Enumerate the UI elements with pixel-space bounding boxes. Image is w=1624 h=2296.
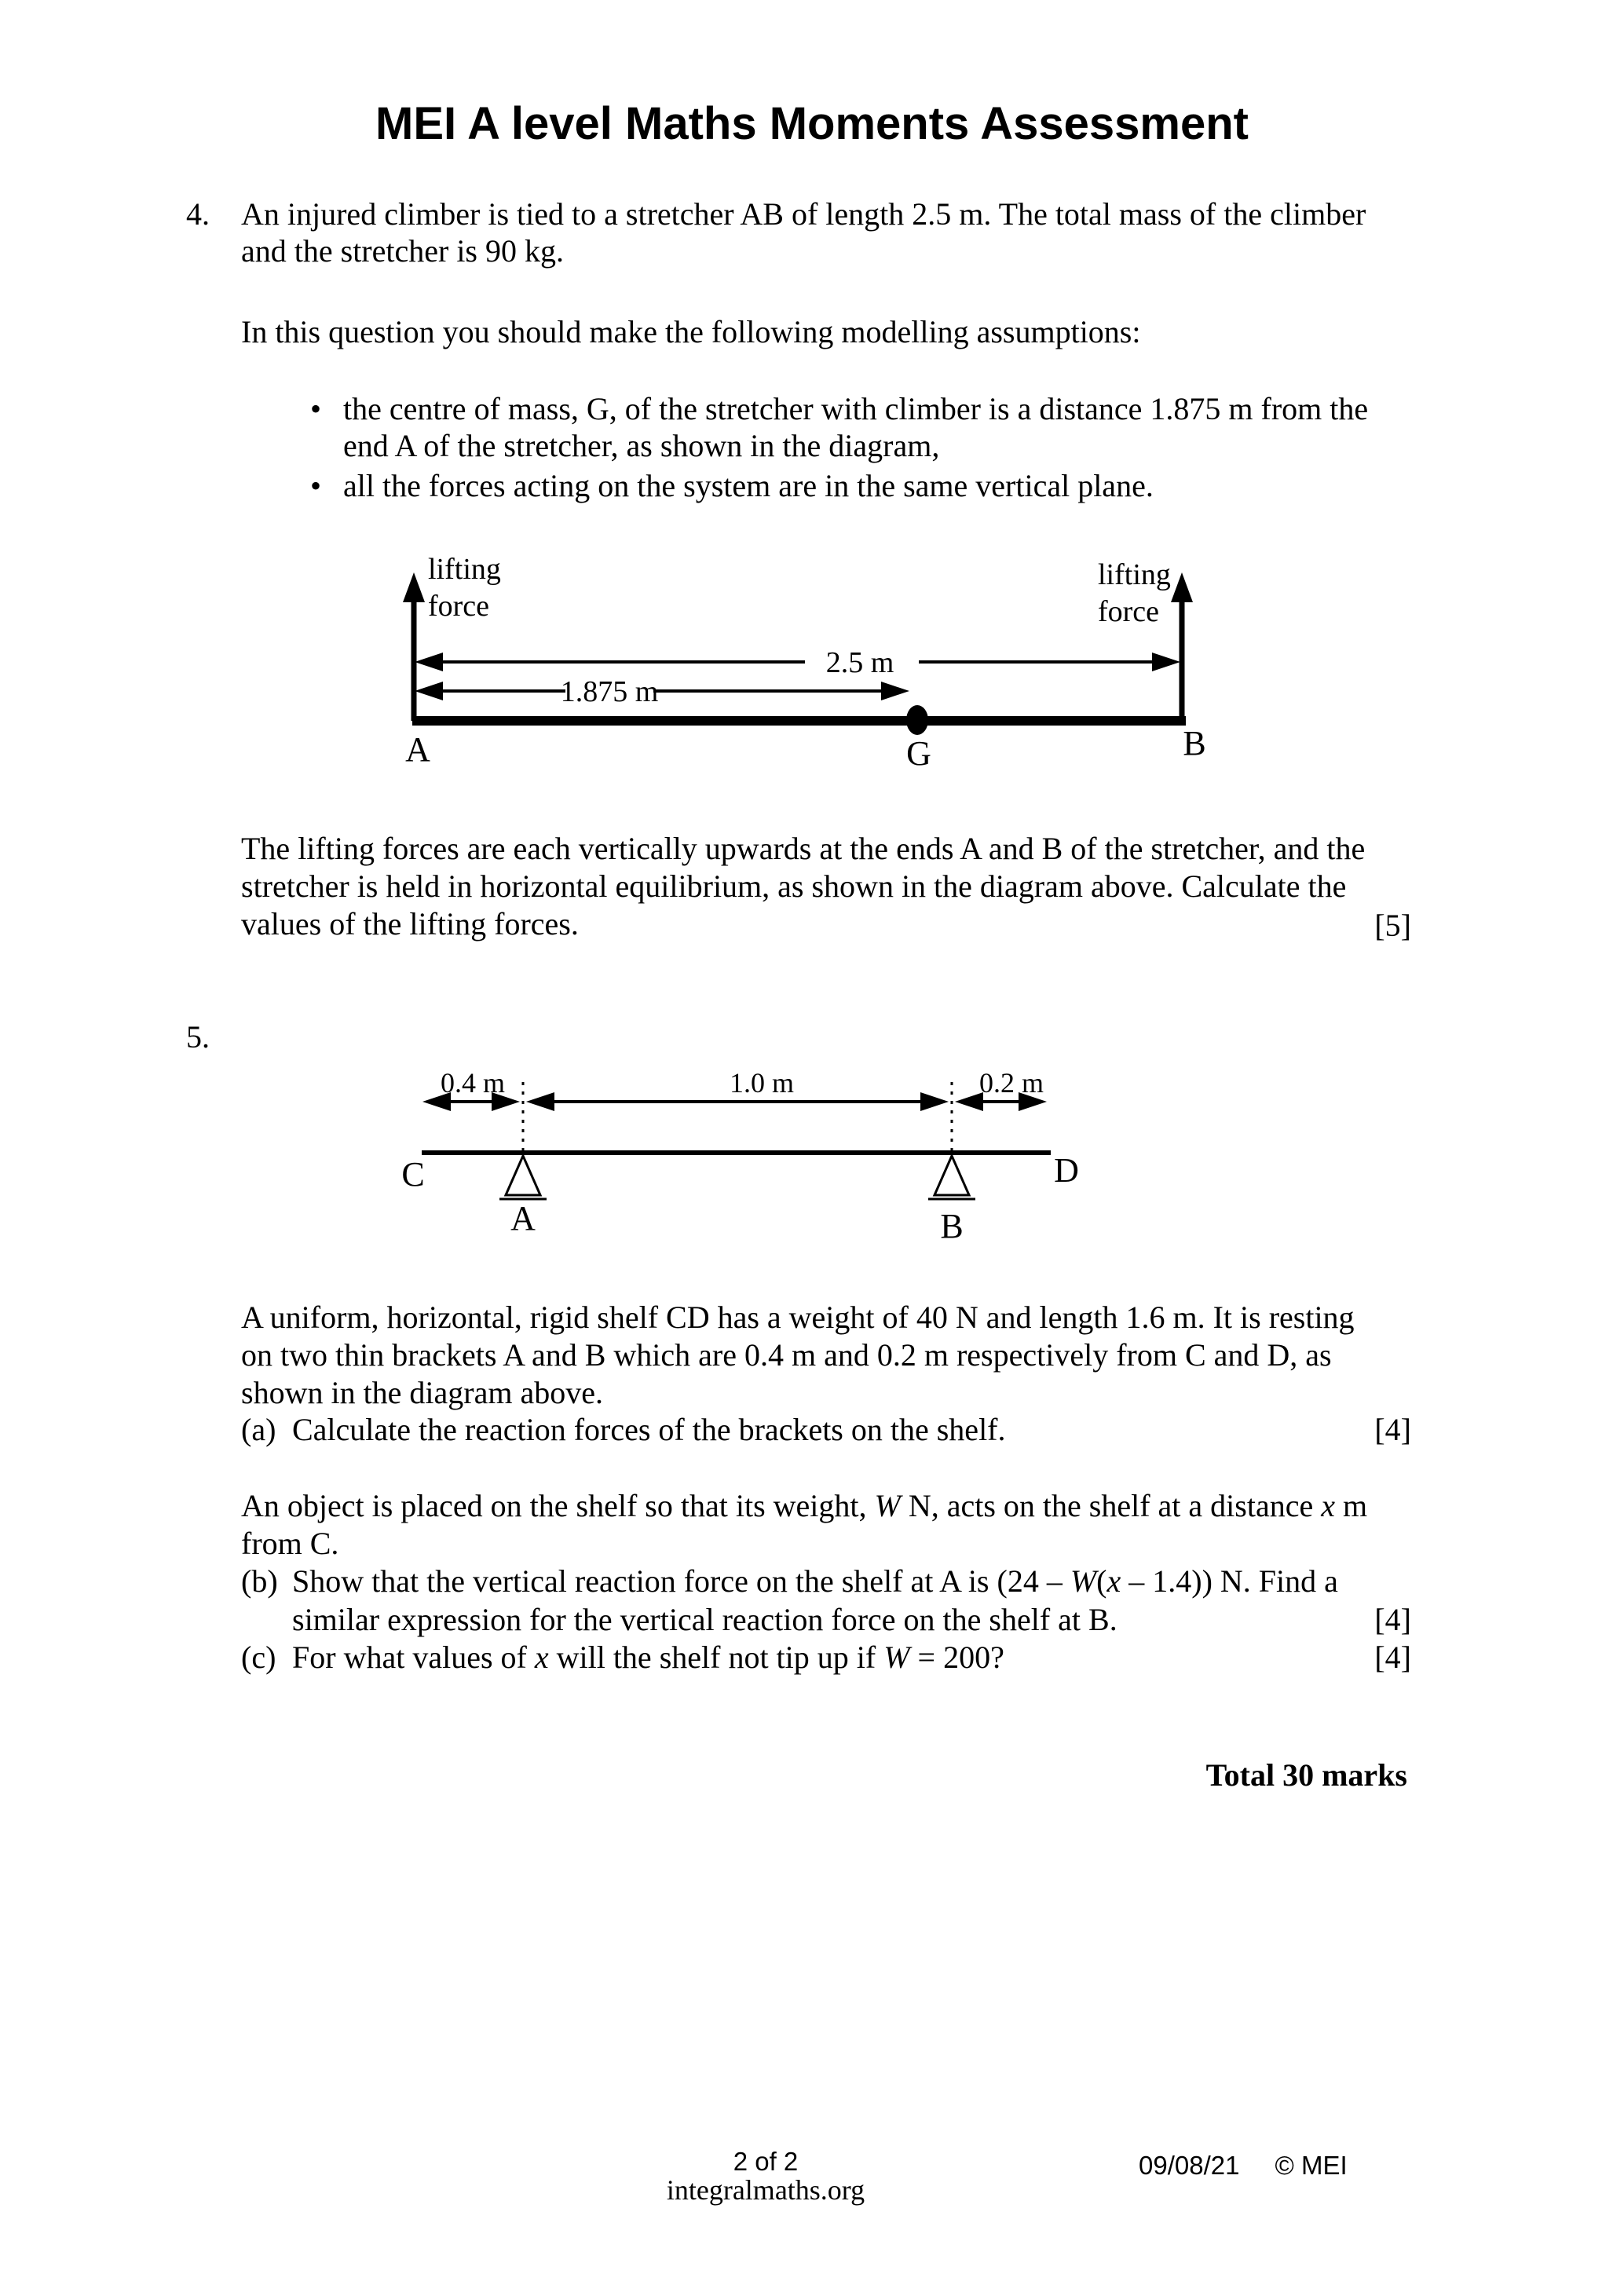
bullet-icon: • — [310, 468, 322, 503]
question-5-intro-line: on two thin brackets A and B which are 0.4 m and 0.2 m respectively from C and D, as — [241, 1337, 1332, 1373]
question-4-number: 4. — [186, 196, 210, 232]
part-a-label: (a) — [241, 1412, 276, 1447]
page-number: 2 of 2 — [733, 2147, 799, 2176]
point-label-bracket-b: B — [940, 1207, 964, 1245]
dimension-1-875m-label: 1.875 m — [560, 675, 659, 708]
object-paragraph-line: An object is placed on the shelf so that its weight, W N, acts on the shelf at a distance x m — [241, 1488, 1368, 1523]
dimension-1-875m — [415, 675, 909, 708]
question-4-task-line: values of the lifting forces. — [241, 906, 579, 941]
question-5-part-b — [241, 1563, 1338, 1600]
site-name: integralmaths.org — [666, 2174, 865, 2206]
part-c-label: (c) — [241, 1640, 276, 1675]
point-label-c: C — [401, 1155, 425, 1194]
bullet-1-line: the centre of mass, G, of the stretcher with climber is a distance 1.875 m from the — [343, 391, 1369, 426]
part-c-marks: [4] — [1374, 1640, 1411, 1675]
part-a-marks: [4] — [1374, 1412, 1411, 1447]
footer-left — [644, 2148, 887, 2205]
bracket-b-support — [928, 1156, 975, 1199]
point-label-bracket-a: A — [510, 1199, 536, 1238]
question-5-number: 5. — [186, 1019, 210, 1055]
question-5-part-a — [241, 1411, 1006, 1448]
question-4-task-line: The lifting forces are each vertically upwards at the ends A and B of the stretcher, and the — [241, 831, 1366, 866]
part-c-text: For what values of x will the shelf not tip up if W = 200? — [292, 1640, 1004, 1675]
question-4-intro — [241, 196, 1366, 269]
lifting-force-label-right: lifting — [1098, 558, 1171, 591]
stretcher-diagram — [377, 546, 1256, 789]
page-title: MEI A level Maths Moments Assessment — [375, 98, 1249, 149]
question-5-intro-line: A uniform, horizontal, rigid shelf CD has a weight of 40 N and length 1.6 m. It is resting — [241, 1300, 1355, 1335]
centre-of-mass-dot — [906, 705, 928, 735]
dimension-2-5m-label: 2.5 m — [825, 646, 894, 679]
bullet-1-line: end A of the stretcher, as shown in the diagram, — [343, 428, 940, 463]
dimension-2-5m — [415, 646, 1180, 679]
footer-copyright: © MEI — [1275, 2151, 1348, 2180]
total-marks: Total 30 marks — [1205, 1757, 1407, 1793]
part-a-text: Calculate the reaction forces of the brackets on the shelf. — [292, 1412, 1006, 1447]
dimension-1-0m-label: 1.0 m — [729, 1068, 795, 1099]
question-4-assumptions-intro: In this question you should make the following modelling assumptions: — [241, 314, 1141, 349]
question-5-intro-line: shown in the diagram above. — [241, 1375, 603, 1410]
question-4-marks: [5] — [1374, 908, 1411, 943]
question-5-intro — [241, 1299, 1355, 1412]
question-4-intro-line: An injured climber is tied to a stretcher AB of length 2.5 m. The total mass of the climber — [241, 196, 1366, 232]
dimension-0-2m — [955, 1068, 1047, 1111]
point-label-d: D — [1054, 1151, 1079, 1190]
footer-date: 09/08/21 — [1139, 2151, 1240, 2180]
dimension-0-2m-label: 0.2 m — [978, 1068, 1044, 1099]
footer-right — [1139, 2151, 1348, 2181]
bracket-a-support — [499, 1156, 547, 1199]
question-4-intro-line: and the stretcher is 90 kg. — [241, 233, 564, 269]
bullet-icon: • — [310, 391, 322, 426]
object-paragraph-line: from C. — [241, 1526, 339, 1561]
point-label-g: G — [906, 734, 931, 773]
lifting-force-label-left: lifting — [428, 553, 501, 586]
lifting-force-arrow-left — [403, 572, 425, 721]
part-b-continuation: similar expression for the vertical reaction force on the shelf at B. — [292, 1602, 1117, 1637]
lifting-force-arrow-right — [1171, 572, 1193, 721]
lifting-force-label-left: force — [428, 590, 490, 623]
question-5-part-c — [241, 1639, 1004, 1676]
part-b-text: Show that the vertical reaction force on the shelf at A is (24 – W(x – 1.4)) N. Find a — [292, 1563, 1338, 1599]
question-4-task-line: stretcher is held in horizontal equilibrium, as shown in the diagram above. Calculate the — [241, 868, 1347, 904]
dimension-1-0m — [526, 1068, 949, 1111]
bullet-1-text — [343, 390, 1368, 464]
dimension-0-4m — [422, 1068, 520, 1111]
point-label-b: B — [1183, 724, 1206, 762]
point-label-a: A — [405, 730, 430, 769]
lifting-force-label-right: force — [1098, 595, 1160, 628]
bullet-2-text: all the forces acting on the system are in the same vertical plane. — [343, 468, 1154, 503]
stretcher-bar — [412, 716, 1186, 726]
shelf-diagram — [393, 1068, 1099, 1256]
question-5-object-paragraph — [241, 1487, 1367, 1563]
part-b-label: (b) — [241, 1563, 278, 1599]
dimension-0-4m-label: 0.4 m — [440, 1068, 506, 1099]
question-4-task — [241, 830, 1365, 943]
part-b-marks: [4] — [1374, 1602, 1411, 1637]
